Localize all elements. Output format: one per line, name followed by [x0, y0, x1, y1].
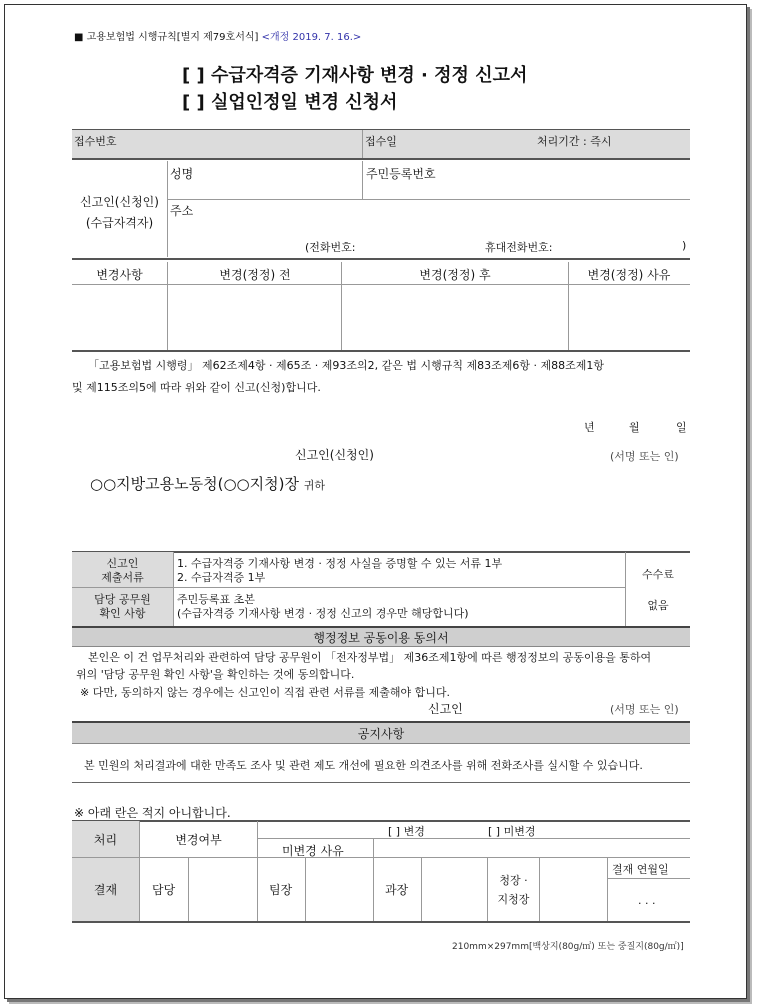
consent-line2: 위의 '담당 공무원 확인 사항'을 확인하는 것에 동의합니다. — [76, 668, 355, 681]
divider — [188, 858, 189, 921]
submit-doc-item-2: 2. 수급자격증 1부 — [177, 571, 266, 584]
approval-label: 결재 — [93, 883, 118, 897]
staff-label: 담당 — [152, 883, 176, 897]
processing-period-label: 처리기간 : 즉시 — [537, 135, 612, 148]
col-header-reason: 변경(정정) 사유 — [587, 268, 671, 282]
form-title-2: [ ] 실업인정일 변경 신청서 — [182, 92, 398, 113]
name-field-label: 성명 — [170, 167, 194, 181]
divider — [72, 258, 690, 260]
month-label: 월 — [629, 421, 640, 434]
year-label: 년 — [584, 421, 595, 434]
mobile-field-label: 휴대전화번호: — [485, 241, 553, 254]
id-number-field-label: 주민등록번호 — [366, 167, 436, 181]
approval-date-label: 결재 연월일 — [612, 863, 669, 876]
director-label-2: 지청장 — [497, 893, 530, 906]
col-header-change-item: 변경사항 — [96, 268, 143, 282]
approval-date-dots: . . . — [638, 894, 656, 907]
divider — [362, 161, 363, 199]
process-label: 처리 — [93, 833, 118, 847]
consent-line1: 본인은 이 건 업무처리와 관련하여 담당 공무원이 「전자정부법」 제36조제1항에 따른 행정정보의 공동이용을 통하여 — [88, 651, 652, 664]
office-use-note: ※ 아래 란은 적지 아니합니다. — [74, 806, 231, 820]
consent-line3: ※ 다만, 동의하지 않는 경우에는 신고인이 직접 관련 서류를 제출해야 합니다. — [80, 686, 450, 699]
divider — [373, 858, 374, 921]
divider — [72, 158, 690, 160]
address-field-label: 주소 — [170, 204, 194, 218]
fee-label: 수수료 — [642, 568, 674, 581]
unchanged-reason-label: 미변경 사유 — [282, 844, 344, 858]
after-value-field[interactable] — [342, 286, 568, 349]
divider — [173, 552, 174, 626]
divider — [305, 858, 306, 921]
verify-item-2: (수급자격증 기재사항 변경 · 정정 신고의 경우만 해당합니다) — [177, 607, 469, 620]
divider — [625, 552, 626, 626]
team-lead-label: 팀장 — [269, 883, 293, 897]
applicant-group-sublabel: (수급자격자) — [85, 216, 154, 230]
legal-statement-line2: 및 제115조의5에 따라 위와 같이 신고(신청)합니다. — [72, 381, 321, 394]
change-flag-label: 변경여부 — [175, 833, 222, 847]
addressee: ○○지방고용노동청(○○지청)장 귀하 — [90, 475, 326, 493]
legal-statement-line1: 「고용보험법 시행령」 제62조제4항 · 제65조 · 제93조의2, 같은 법 시행규칙 제83조제6항 · 제88조제1항 — [88, 359, 604, 372]
divider — [362, 130, 363, 158]
receipt-date-label: 접수일 — [365, 135, 397, 148]
day-label: 일 — [676, 421, 687, 434]
receipt-no-label: 접수번호 — [74, 135, 117, 148]
form-title-1: [ ] 수급자격증 기재사항 변경 · 정정 신고서 — [182, 65, 528, 86]
addressee-suffix: 귀하 — [303, 479, 326, 492]
changed-option[interactable]: [ ] 변경 — [388, 825, 425, 838]
divider — [72, 587, 625, 588]
divider — [373, 839, 374, 857]
col-header-before: 변경(정정) 전 — [219, 268, 291, 282]
divider — [487, 858, 488, 921]
close-paren: ) — [682, 239, 687, 252]
verify-label-2: 확인 사항 — [99, 607, 146, 620]
divider — [72, 921, 690, 923]
verify-item-1: 주민등록표 초본 — [177, 593, 255, 606]
submit-docs-label-1: 신고인 — [106, 557, 139, 570]
divider — [167, 199, 690, 200]
section-chief-label: 과장 — [385, 883, 409, 897]
consent-signer-label: 신고인 — [428, 702, 463, 716]
divider — [421, 858, 422, 921]
submit-docs-label-2: 제출서류 — [101, 571, 144, 584]
consent-title: 행정정보 공동이용 동의서 — [313, 631, 449, 645]
divider — [257, 821, 258, 857]
divider — [539, 858, 540, 921]
paper-spec: 210mm×297mm[백상지(80g/㎡) 또는 중질지(80g/㎡)] — [452, 942, 684, 952]
before-value-field[interactable] — [168, 286, 341, 349]
divider — [72, 820, 690, 822]
divider — [72, 857, 690, 858]
divider — [607, 858, 608, 921]
revision-date: <개정 2019. 7. 16.> — [261, 32, 362, 43]
phone-field-label: (전화번호: — [305, 241, 356, 254]
divider — [72, 782, 690, 783]
reason-value-field[interactable] — [569, 286, 690, 349]
director-label-1: 청장 · — [499, 874, 528, 887]
divider — [72, 350, 690, 352]
unchanged-option[interactable]: [ ] 미변경 — [488, 825, 536, 838]
rule-reference: ■ 고용보험법 시행규칙[별지 제79호서식] <개정 2019. 7. 16.> — [74, 32, 362, 43]
col-header-after: 변경(정정) 후 — [419, 268, 491, 282]
divider — [257, 838, 690, 839]
consent-sign-hint: (서명 또는 인) — [610, 703, 679, 716]
verify-label-1: 담당 공무원 — [94, 593, 151, 606]
notice-text: 본 민원의 처리결과에 대한 만족도 조사 및 관련 제도 개선에 필요한 의견조사를 위해 전화조사를 실시할 수 있습니다. — [84, 759, 643, 772]
divider — [607, 878, 690, 879]
sign-hint: (서명 또는 인) — [610, 450, 679, 463]
divider — [257, 858, 258, 921]
divider — [72, 284, 690, 285]
applicant-group-label: 신고인(신청인) — [80, 195, 159, 209]
divider — [167, 161, 168, 257]
signer-label: 신고인(신청인) — [295, 448, 374, 462]
submit-doc-item-1: 1. 수급자격증 기재사항 변경 · 정정 사실을 증명할 수 있는 서류 1부 — [177, 557, 503, 570]
fee-value: 없음 — [647, 599, 669, 612]
notice-title: 공지사항 — [357, 727, 405, 741]
